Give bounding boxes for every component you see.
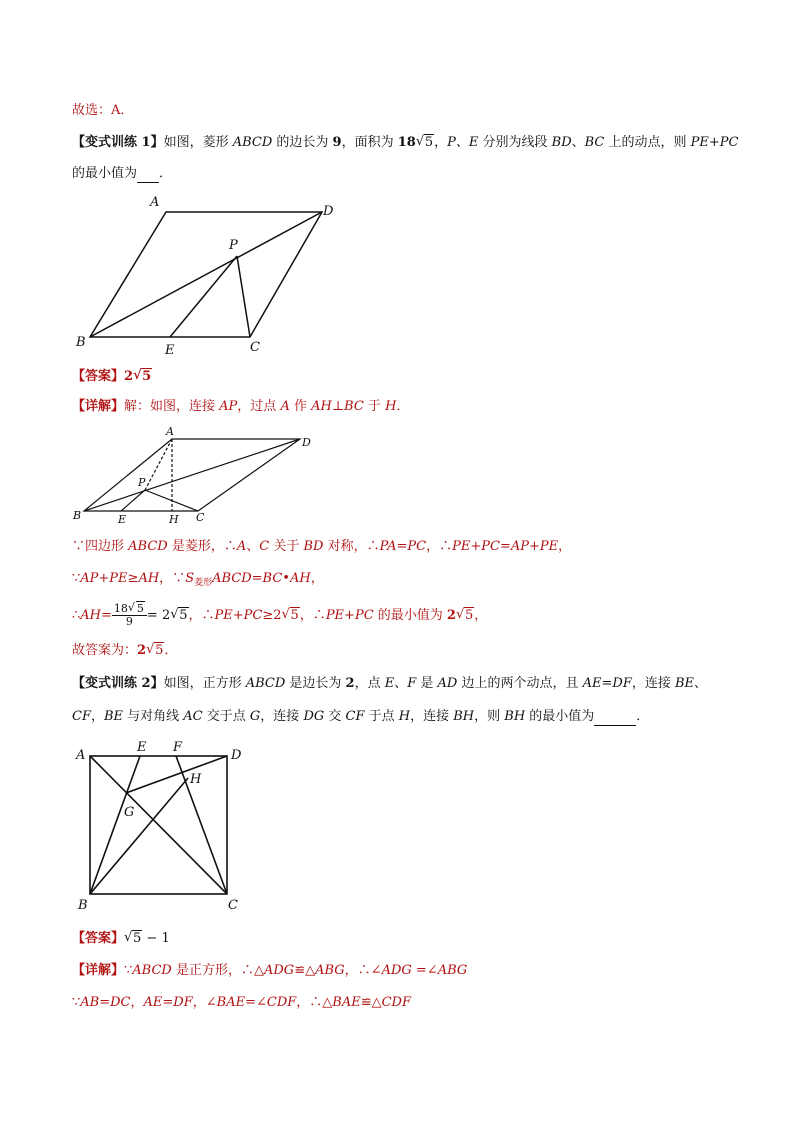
detail-tag: 【详解】 bbox=[72, 399, 125, 414]
text: 、 bbox=[571, 135, 585, 150]
solution-line-2 bbox=[72, 571, 324, 591]
math: AH bbox=[80, 608, 102, 623]
text: ，∵ bbox=[159, 571, 186, 586]
sqrt bbox=[170, 603, 188, 629]
math: AE=DF bbox=[143, 995, 193, 1010]
label-b: B bbox=[76, 335, 86, 350]
solution-line-5 bbox=[72, 995, 411, 1011]
text: 关于 bbox=[269, 539, 304, 554]
text: = bbox=[101, 608, 112, 623]
math: ABCD bbox=[245, 676, 286, 691]
text: ∵ bbox=[124, 963, 133, 978]
math: ABG bbox=[437, 963, 468, 978]
conclusion-line bbox=[72, 103, 133, 119]
math: CF bbox=[345, 709, 365, 724]
diagonal-bd bbox=[84, 439, 300, 511]
text: 交 bbox=[324, 709, 346, 724]
math: ABCD bbox=[132, 963, 172, 978]
rhombus-altitude-figure bbox=[70, 422, 330, 530]
number: 2 bbox=[124, 369, 134, 384]
text: 交于点 bbox=[202, 709, 250, 724]
text: =∠ bbox=[245, 995, 267, 1010]
radicand: 5 bbox=[290, 608, 299, 623]
text: ，∴△ bbox=[296, 995, 333, 1010]
math: BE bbox=[674, 676, 695, 691]
exercise-2-line-2 bbox=[72, 709, 649, 726]
exercise-tag: 【变式训练 1】 bbox=[72, 135, 164, 150]
text: ，则 bbox=[474, 709, 505, 724]
radicand: 5 bbox=[142, 369, 152, 384]
math: CDF bbox=[381, 995, 411, 1010]
exercise-1-line-1 bbox=[72, 135, 738, 151]
exercise-2-line-1 bbox=[72, 676, 707, 692]
fraction bbox=[112, 603, 147, 628]
math: BC bbox=[584, 135, 605, 150]
sqrt bbox=[456, 603, 474, 629]
segment-ap bbox=[145, 439, 172, 490]
text: 是边长为 bbox=[285, 676, 346, 691]
math: H bbox=[398, 709, 411, 724]
text: 边上的两个动点，且 bbox=[457, 676, 583, 691]
solution-line-1 bbox=[72, 539, 571, 555]
text: ，∴ bbox=[299, 608, 326, 623]
answer-tag: 【答案】 bbox=[72, 369, 125, 384]
text: 分别为线段 bbox=[478, 135, 552, 150]
text: 的边长为 bbox=[272, 135, 333, 150]
solution-line-4 bbox=[72, 643, 177, 659]
radicand: 5 bbox=[133, 931, 142, 946]
math: BD bbox=[551, 135, 572, 150]
text: ， bbox=[90, 709, 104, 724]
math: AC bbox=[183, 709, 203, 724]
text: ， bbox=[130, 995, 144, 1010]
math: G bbox=[249, 709, 261, 724]
text: ， bbox=[474, 608, 488, 623]
math: AP+PE≥AH bbox=[80, 571, 160, 586]
segment-dg bbox=[126, 756, 227, 793]
radicand: 5 bbox=[424, 135, 434, 150]
detail-1-line bbox=[72, 399, 409, 415]
answer-blank bbox=[137, 166, 159, 183]
math: A bbox=[280, 399, 290, 414]
text: 作 bbox=[289, 399, 312, 414]
math: ABCD=BC•AH bbox=[212, 571, 311, 586]
text: 于点 bbox=[364, 709, 399, 724]
label-a: A bbox=[150, 195, 160, 210]
segment-cf bbox=[176, 756, 227, 894]
label-c: C bbox=[250, 340, 260, 355]
text: 、 bbox=[394, 676, 408, 691]
text: ，面积为 bbox=[341, 135, 398, 150]
label-d: D bbox=[302, 436, 311, 449]
math: BE bbox=[103, 709, 124, 724]
radicand: 5 bbox=[136, 602, 144, 615]
math: PE+PC bbox=[214, 608, 263, 623]
math: E bbox=[384, 676, 395, 691]
label-c: C bbox=[228, 898, 238, 913]
text: ，∴ bbox=[426, 539, 453, 554]
label-f: F bbox=[173, 740, 183, 755]
math: BAE bbox=[332, 995, 361, 1010]
label-a: A bbox=[76, 748, 86, 763]
subscript: 菱形 bbox=[194, 578, 213, 588]
segment-pe bbox=[170, 256, 237, 337]
math: ADG bbox=[264, 963, 295, 978]
solution-line-3 bbox=[72, 603, 487, 633]
text: 的最小值为 bbox=[373, 608, 447, 623]
text: 18 bbox=[113, 602, 128, 615]
label-e: E bbox=[165, 343, 175, 358]
answer-1 bbox=[72, 369, 152, 385]
label-h: H bbox=[190, 772, 202, 787]
text: = 2 bbox=[146, 608, 171, 623]
detail-tag: 【详解】 bbox=[72, 963, 125, 978]
text: 如图，菱形 bbox=[163, 135, 233, 150]
text: ∴ bbox=[72, 608, 81, 623]
exercise-1-line-2 bbox=[72, 166, 172, 183]
text: 与对角线 bbox=[123, 709, 184, 724]
diagonal-bd bbox=[90, 212, 322, 337]
number: 18 bbox=[397, 135, 416, 150]
text: ≥2 bbox=[262, 608, 282, 623]
exercise-tag: 【变式训练 2】 bbox=[72, 676, 164, 691]
text: ． bbox=[164, 643, 178, 658]
label-e: E bbox=[137, 740, 147, 755]
math: BAE bbox=[216, 995, 246, 1010]
math: AH⊥BC bbox=[311, 399, 364, 414]
math: PE+PC=AP+PE bbox=[452, 539, 559, 554]
math: ABG bbox=[315, 963, 345, 978]
text: ≌△ bbox=[360, 995, 382, 1010]
segment-pc bbox=[237, 256, 250, 337]
math: AP bbox=[219, 399, 238, 414]
segment-pe bbox=[121, 490, 145, 511]
math: ABCD bbox=[128, 539, 168, 554]
number: 2 bbox=[345, 676, 355, 691]
segment-bh bbox=[90, 778, 188, 894]
number: 2 bbox=[446, 608, 456, 623]
math: P、E bbox=[447, 135, 479, 150]
text: =∠ bbox=[411, 963, 438, 978]
text: 上的动点，则 bbox=[604, 135, 691, 150]
rhombus-figure bbox=[70, 192, 340, 360]
radicand: 5 bbox=[179, 608, 188, 623]
label-d: D bbox=[231, 748, 242, 763]
math: H bbox=[385, 399, 397, 414]
text: ∵四边形 bbox=[72, 539, 129, 554]
text: ， bbox=[558, 539, 572, 554]
math: PA=PC bbox=[379, 539, 427, 554]
detail-2-line bbox=[72, 963, 467, 979]
sqrt bbox=[416, 135, 434, 151]
radicand: 5 bbox=[155, 643, 164, 658]
text: ∵ bbox=[72, 571, 81, 586]
text: ． bbox=[120, 103, 134, 118]
text: ， bbox=[310, 571, 324, 586]
segment-be bbox=[90, 756, 140, 894]
math: ABCD bbox=[232, 135, 273, 150]
diagonal-ac bbox=[90, 756, 227, 894]
text: − 1 bbox=[142, 931, 170, 946]
text: ∵ bbox=[72, 995, 81, 1010]
math: BD bbox=[303, 539, 324, 554]
text: 是菱形，∴ bbox=[167, 539, 237, 554]
math: BH bbox=[453, 709, 475, 724]
sqrt bbox=[146, 643, 164, 659]
text: 对称，∴ bbox=[323, 539, 380, 554]
radicand: 5 bbox=[464, 608, 474, 623]
label-h: H bbox=[169, 513, 179, 526]
text: ≌△ bbox=[294, 963, 316, 978]
text: ． bbox=[159, 166, 173, 181]
answer-tag: 【答案】 bbox=[72, 931, 125, 946]
math: DG bbox=[303, 709, 325, 724]
text: ． bbox=[396, 399, 410, 414]
math: AD bbox=[437, 676, 458, 691]
label-b: B bbox=[78, 898, 88, 913]
text: 的最小值为 bbox=[72, 166, 138, 181]
math: A bbox=[236, 539, 247, 554]
text: ，过点 bbox=[237, 399, 281, 414]
number: 9 bbox=[332, 135, 342, 150]
text: 、 bbox=[246, 539, 260, 554]
sqrt bbox=[124, 931, 142, 947]
numerator bbox=[112, 603, 147, 616]
math: PE+PC bbox=[690, 135, 739, 150]
text: ，∴ bbox=[188, 608, 215, 623]
text: 解：如图，连接 bbox=[124, 399, 220, 414]
text: ，连接 bbox=[410, 709, 454, 724]
text: 是正方形，∴△ bbox=[171, 963, 264, 978]
text: 、 bbox=[694, 676, 708, 691]
label-g: G bbox=[124, 805, 135, 820]
text: ，∠ bbox=[192, 995, 217, 1010]
sqrt bbox=[133, 369, 152, 385]
sqrt bbox=[128, 603, 145, 615]
text: ． bbox=[636, 709, 650, 724]
math: F bbox=[407, 676, 417, 691]
text: 于 bbox=[363, 399, 386, 414]
math: AE=DF bbox=[582, 676, 632, 691]
label-e: E bbox=[118, 513, 127, 526]
math: CF bbox=[72, 709, 91, 724]
math: PE+PC bbox=[325, 608, 374, 623]
math: ADG bbox=[381, 963, 412, 978]
text: 如图，正方形 bbox=[163, 676, 246, 691]
text: ，连接 bbox=[260, 709, 304, 724]
label-p: P bbox=[138, 476, 146, 489]
label-c: C bbox=[196, 511, 205, 524]
text: A bbox=[111, 103, 121, 118]
math: AB=DC bbox=[80, 995, 131, 1010]
label-b: B bbox=[73, 509, 82, 522]
text: 是 bbox=[416, 676, 438, 691]
text: 故答案为： bbox=[72, 643, 138, 658]
math: BH bbox=[504, 709, 526, 724]
text: ，∴∠ bbox=[344, 963, 382, 978]
text: 故选： bbox=[72, 103, 112, 118]
square-figure bbox=[70, 734, 250, 914]
answer-blank bbox=[594, 709, 636, 726]
text: ，连接 bbox=[631, 676, 675, 691]
number: 2 bbox=[137, 643, 147, 658]
label-d: D bbox=[323, 204, 334, 219]
label-a: A bbox=[166, 425, 174, 438]
text: 的最小值为 bbox=[525, 709, 595, 724]
text: ， bbox=[434, 135, 448, 150]
label-p: P bbox=[229, 238, 238, 253]
math: S bbox=[185, 571, 195, 586]
text: ，点 bbox=[354, 676, 385, 691]
math: CDF bbox=[266, 995, 297, 1010]
answer-2 bbox=[72, 931, 170, 947]
denominator: 9 bbox=[125, 615, 133, 628]
math: C bbox=[259, 539, 270, 554]
sqrt bbox=[282, 603, 300, 629]
